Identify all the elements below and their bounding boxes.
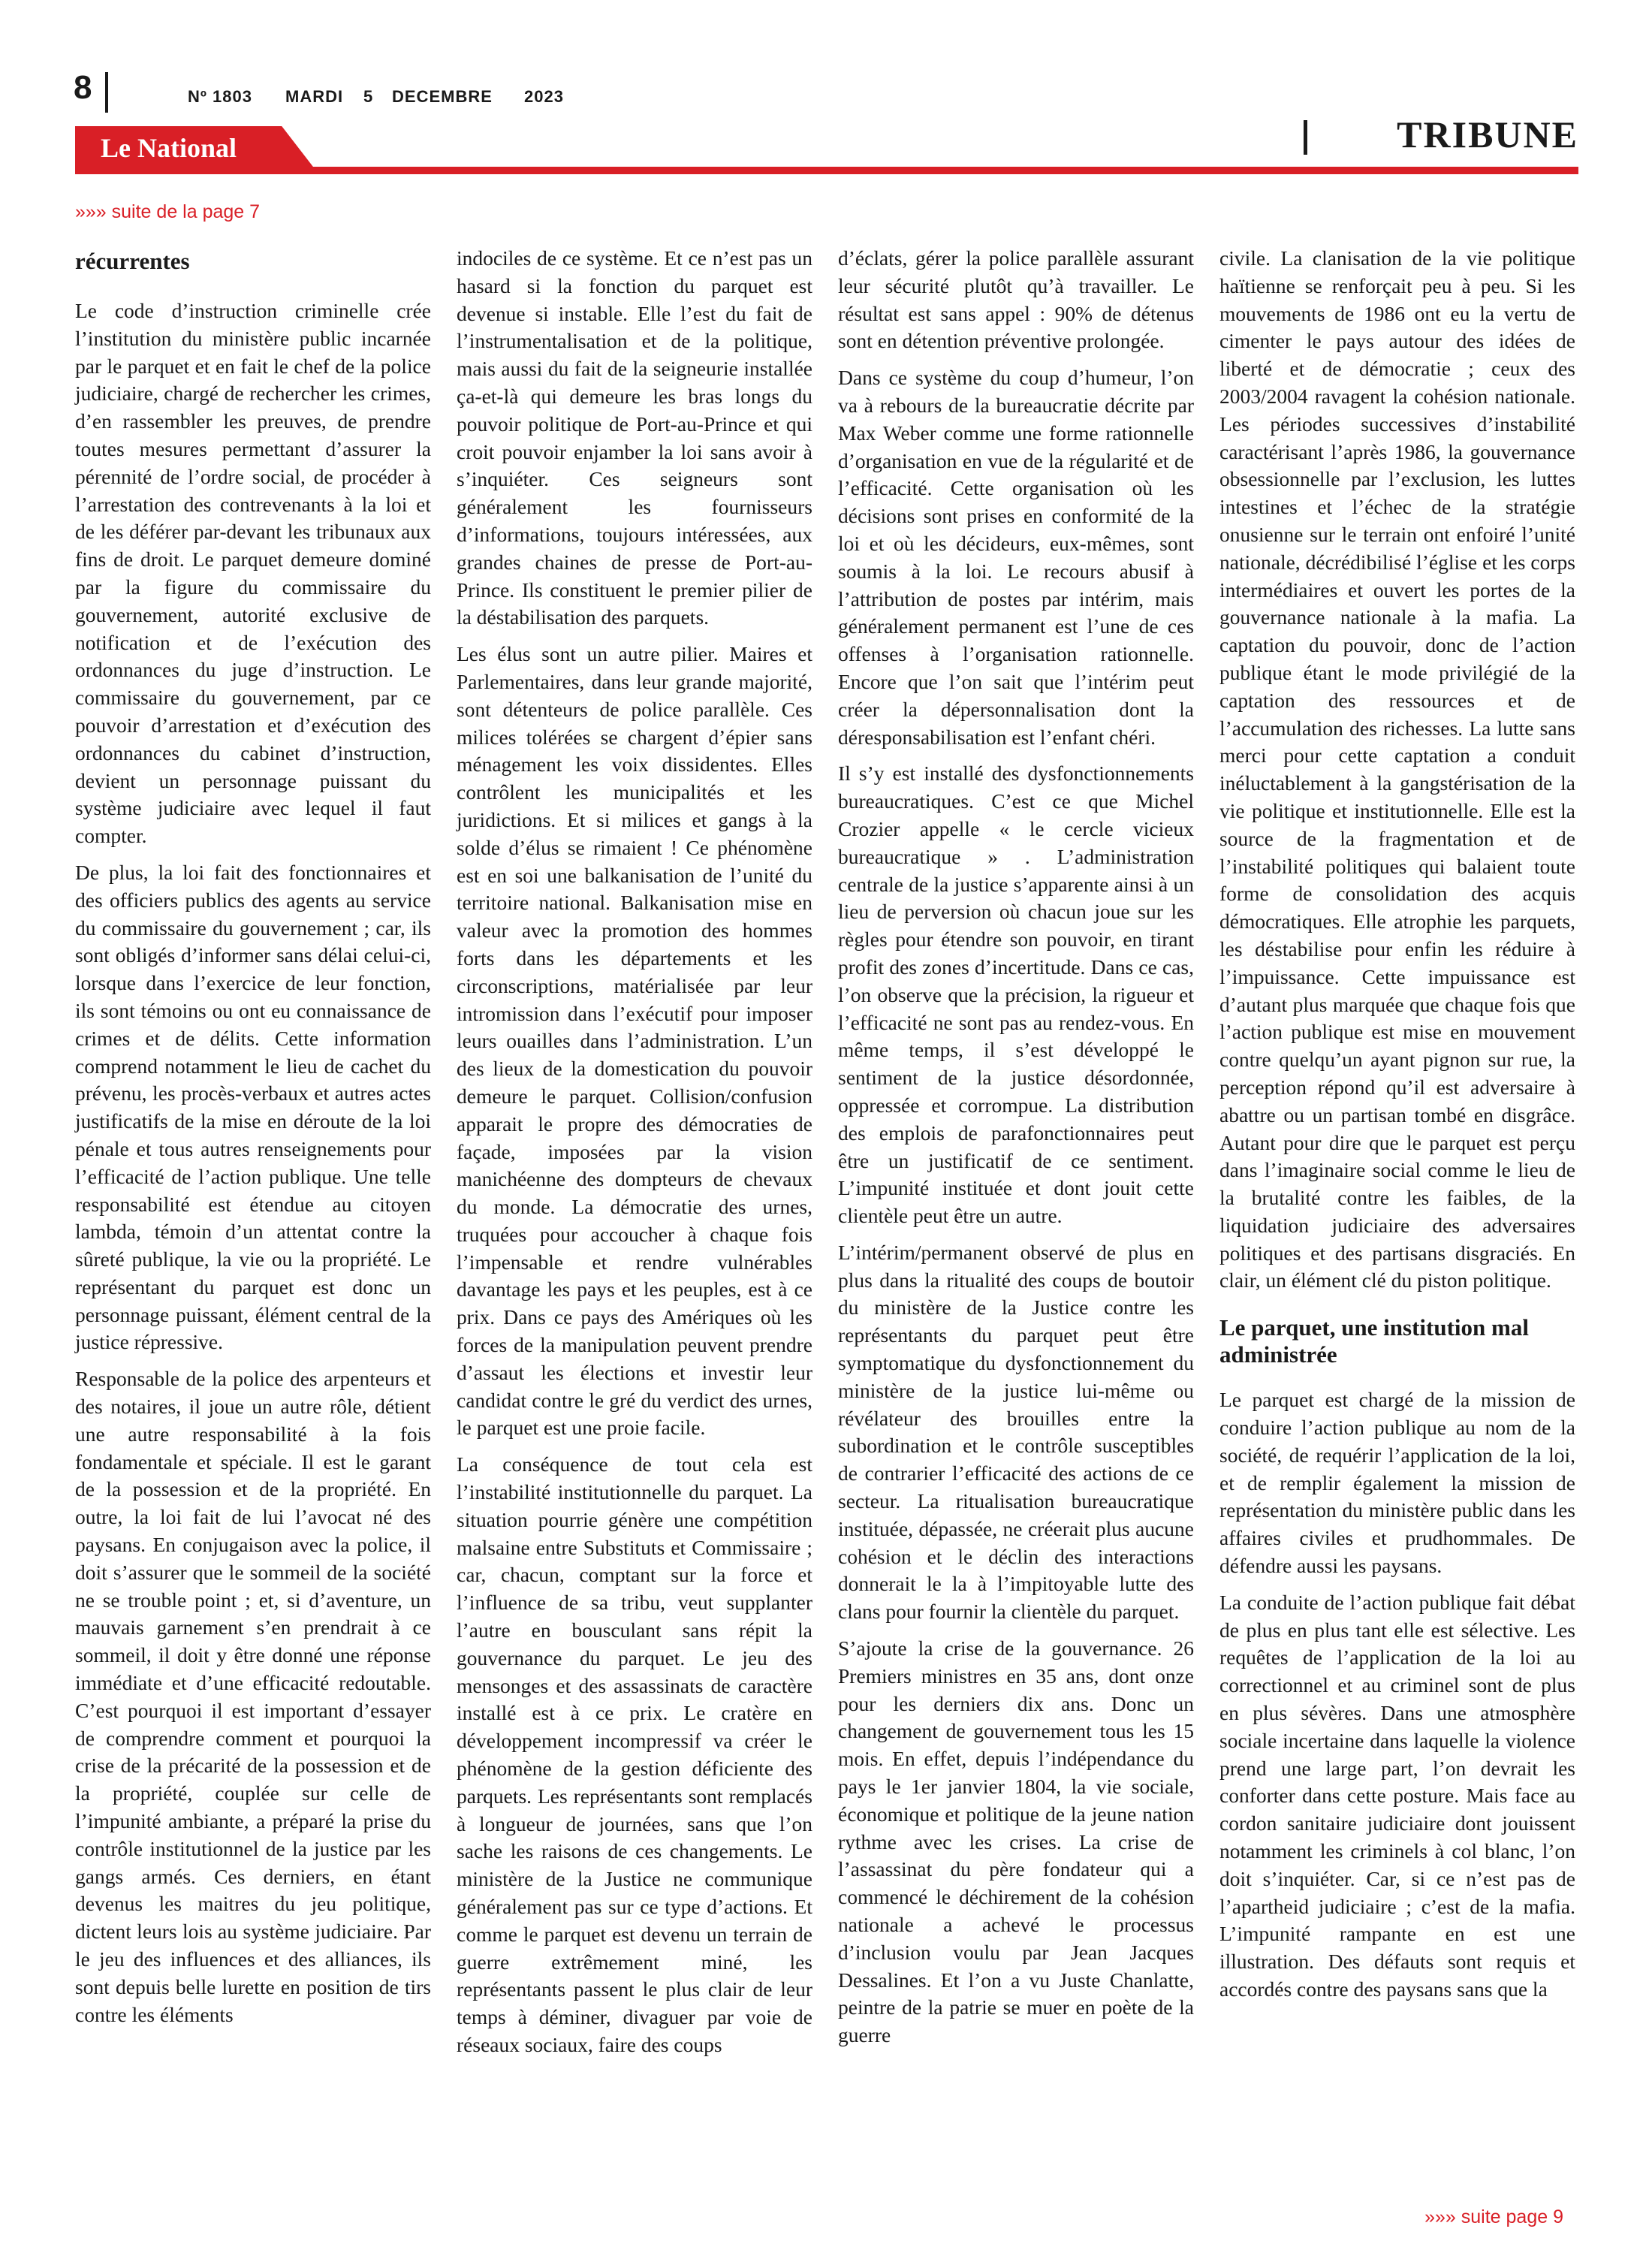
subheading: Le parquet, une institution mal administrée — [1219, 1314, 1529, 1368]
page-number-divider — [105, 72, 108, 113]
paragraph: De plus, la loi fait des fonctionnaires et des officiers publics des agents au service du commissaire du gouvernement ; car, ils sont obligés d’informer sans délai celui-ci, lorsque dans l’exercice de leur fonction, ils sont témoins ou ont eu connaissance de crimes et de délits. Cette information comprend notamment le lieu de cachet du prévenu, les procès-verbaux et autres actes justificatifs de la mise en déroute de la loi pénale et tous autres renseignements pour l’efficacité de l’action publique. Une telle responsabilité est étendue au citoyen lambda, témoin d’un attentat contre la sûreté publique, la vie ou la propriété. Le représentant du parquet est donc un personnage puissant, élément central de la justice répressive. — [75, 860, 431, 1354]
section-divider — [1304, 120, 1307, 155]
page-number: 8 — [74, 69, 92, 106]
date-number: 5 — [363, 87, 374, 106]
date-month: DECEMBRE — [392, 87, 493, 106]
paragraph: La conséquence de tout cela est l’instabilité institutionnelle du parquet. La situation pourrie génère une compétition malsaine entre Substituts et Commissaire ; car, chacun, comptant sur la force et l’influence de sa tribu, veut supplanter l’autre en bousculant sans répit la gouvernance du parquet. Le jeu des mensonges et des assassinats de caractère installé est à ce prix. Le cratère en développement incompressif va créer le phénomène de la gestion déficiente des parquets. Les représentants sont remplacés à longueur de journées, sans que l’on sache les raisons de ces changements. Le ministère de la Justice ne communique généralement pas sur ce type d’actions. Et comme le parquet est devenu un terrain de guerre extrêmement miné, les représentants passent le plus clair de leur temps à déminer, divaguer par voie de réseaux sociaux, faire des coups — [457, 1452, 812, 2056]
paragraph: Il s’y est installé des dysfonctionnements bureaucratiques. C’est ce que Michel Crozier appelle « le cercle vicieux bureaucratique » . L’administration centrale de la justice s’apparente ainsi à un lieu de perversion où chacun joue sur les règles pour étendre son pouvoir, en tirant profit des zones d’incertitude. Dans ce cas, l’on observe que la précision, la rigueur et l’efficacité ne sont pas au rendez-vous. En même temps, il s’est développé le sentiment de la justice désordonnée, oppressée et corrompue. La distribution des emplois de parafonctionnaires peut être un justificatif de ce sentiment. L’impunité instituée et dont jouit cette clientèle peut être un autre. — [838, 762, 1194, 1228]
article-column-1 — [75, 248, 431, 2037]
brand-logo: Le National — [101, 133, 237, 163]
paragraph: La conduite de l’action publique fait débat de plus en plus tant elle est sélective. Les requêtes de l’application de la loi au correctionnel et au criminel sont de plus en plus sévères. Dans une atmosphère sociale incertaine dans laquelle la violence prend une large part, l’on devrait les conforter dans cette posture. Mais face au cordon sanitaire judiciaire dont jouissent notamment les criminels à col blanc, l’on doit s’inquiéter. Car, si ce n’est pas de l’apartheid judiciaire ; c’est de la mafia. L’impunité rampante en est une illustration. Des défauts sont requis et accordés contre des paysans sans que la — [1219, 1590, 1575, 2001]
header-rule — [75, 167, 1578, 174]
date-year: 2023 — [524, 87, 564, 106]
paragraph: d’éclats, gérer la police parallèle assurant leur sécurité plutôt qu’à travailler. Le résultat est sans appel : 90% de détenus sont en détention préventive prolongée. — [838, 246, 1194, 353]
continued-to-link[interactable]: »»» suite page 9 — [1424, 2206, 1563, 2227]
paragraph: L’intérim/permanent observé de plus en plus dans la ritualité des coups de boutoir du ministère de la Justice contre les représentants du parquet peut être symptomatique du dysfonctionnement du ministère de la justice lui-même ou révélateur des brouilles entre la subordination et le contrôle susceptibles de contrarier l’efficacité des actions de ce secteur. La ritualisation bureaucratique instituée, dépassée, ne créerait plus aucune cohésion et le déclin des interactions donnerait le la à l’impitoyable lutte des clans pour fournir la clientèle du parquet. — [838, 1240, 1194, 1624]
article-column-2 — [457, 245, 812, 2068]
paragraph: Responsable de la police des arpenteurs et des notaires, il joue un autre rôle, détient une autre responsabilité à la fois fondamentale et spéciale. Il est le garant de la possession et de la propriété. En outre, la loi fait de lui l’avocat né des paysans. En conjugaison avec la police, il doit s’assurer que le sommeil de la société ne se trouble point ; et, si d’aventure, un mauvais garnement s’en prendrait à ce sommeil, il doit y être donné une réponse immédiate et d’une efficacité redoutable. C’est pourquoi il est important d’essayer de comprendre comment et pourquoi la crise de la précarité de la possession et de la propriété, couplée sur celle de l’impunité ambiante, a préparé la prise du contrôle institutionnel de la justice par les gangs armés. Ces derniers, en étant devenus les maitres du jeu politique, dictent leurs lois au système judiciaire. Par le jeu des influences et des alliances, ils sont depuis belle lurette en position de tirs contre les éléments — [75, 1367, 431, 2026]
paragraph: Les élus sont un autre pilier. Maires et Parlementaires, dans leur grande majorité, sont détenteurs de police parallèle. Ces milices tolérées se chargent d’épier sans ménagement les voix dissidentes. Elles contrôlent les municipalités et les juridictions. Et si milices et gangs à la solde d’élus se rimaient ! Ce phénomène est en soi une balkanisation de l’unité du territoire national. Balkanisation mise en valeur avec la promotion des hommes forts dans les départements et les circonscriptions, matérialisée par leur intromission dans l’exécutif pour imposer leurs ouailles dans l’administration. L’un des lieux de la domestication du pouvoir demeure le parquet. Collision/confusion apparait le propre des démocraties de façade, imposées par la vision manichéenne des dompteurs de chevaux du monde. La démocratie des urnes, truquées pour accoucher à chaque fois l’impensable et rendre vulnérables davantage les pays et les peuples, est à ce prix. Dans ce pays des Amériques où les forces de la manipulation peuvent prendre d’assaut les élections et investir leur candidat contre le gré du verdict des urnes, le parquet est une proie facile. — [457, 642, 812, 1440]
paragraph: Le parquet est chargé de la mission de conduire l’action publique au nom de la société, de requérir l’application de la loi, et de remplir également la mission de représentation du ministère public dans les affaires civiles et prudhommales. De défendre aussi les paysans. — [1219, 1388, 1575, 1578]
column-heading: récurrentes — [75, 248, 190, 274]
section-title: TRIBUNE — [1397, 113, 1578, 155]
paragraph: S’ajoute la crise de la gouvernance. 26 Premiers ministres en 35 ans, dont onze pour les derniers dix ans. Donc un changement de gouvernement tous les 15 mois. En effet, depuis l’indépendance du pays le 1er janvier 1804, la vie sociale, économique et politique de la jeune nation rythme avec les crises. La crise de l’assassinat du père fondateur qui a commencé le déchirement de la cohésion nationale a achevé le processus d’inclusion voulu par Jean Jacques Dessalines. Et l’on a vu Juste Chanlatte, peintre de la patrie se muer en poète de la guerre — [838, 1636, 1194, 2047]
paragraph: civile. La clanisation de la vie politique haïtienne se renforçait peu à peu. Si les mouvements de 1986 ont eu la vertu de cimenter le pays autour des idées de liberté et de démocratie ; ceux des 2003/2004 ravagent la cohésion nationale. Les périodes successives d’instabilité caractérisant l’après 1986, la gouvernance obsessionnelle par l’exclusion, les luttes intestines et l’échec de la stratégie onusienne sur le terrain ont enfoiré l’unité nationale, décrédibilisé l’église et les corps intermédiaires et ouvert les portes de la gouvernance nationale à la mafia. La captation du pouvoir, donc de l’action publique étant le mode privilégié de la captation des ressources et de l’accumulation des richesses. La lutte sans merci pour cette captation a conduit inéluctablement à la gangstérisation de la vie politique et institutionnelle. Elle est la source de la fragmentation et de l’instabilité politiques qui balaient toute forme de consolidation des acquis démocratiques. Elle atrophie les parquets, les déstabilise pour enfin les réduire à l’impuissance. Cette impuissance est d’autant plus marquée que chaque fois que l’action publique est mise en mouvement contre quelqu’un ayant pignon sur rue, la perception répond qu’il est adversaire à abattre ou un partisan tombé en disgrâce. Autant pour dire que le parquet est perçu dans l’imaginaire social comme le lieu de la brutalité contre les faibles, de la liquidation judiciaire des adversaires politiques et des partisans disgraciés. En clair, un élément clé du piston politique. — [1219, 246, 1575, 1292]
paragraph: Le code d’instruction criminelle crée l’institution du ministère public incarnée par le parquet et en fait le chef de la police judiciaire, chargé de rechercher les crimes, d’en rassembler les preuves, de prendre toutes mesures permettant d’assurer la pérennité de l’ordre social, de procéder à l’arrestation des contrevenants à la loi et de les déférer par-devant les tribunaux aux fins de droit. Le parquet demeure dominé par la figure du commissaire du gouvernement, autorité exclusive de notification et de l’exécution des ordonnances du juge d’instruction. Le commissaire du gouvernement, par ce pouvoir d’arrestation et d’exécution des ordonnances du cabinet d’instruction, devient un personnage puissant du système judiciaire avec lequel il faut compter. — [75, 299, 431, 848]
paragraph: Dans ce système du coup d’humeur, l’on va à rebours de la bureaucratie décrite par Max Weber comme une forme rationnelle d’organisation en vue de la régularité et de l’efficacité. Cette organisation où les décisions sont prises en conformité de la loi et où les décideurs, eux-mêmes, sont soumis à la loi. Le recours abusif à l’attribution de postes par intérim, mais généralement permanent est l’une de ces offenses à l’organisation rationnelle. Encore que l’on sait que l’intérim peut créer la dépersonnalisation dont la déresponsabilisation est l’enfant chéri. — [838, 366, 1194, 749]
continued-from-link[interactable]: »»» suite de la page 7 — [75, 201, 261, 222]
paragraph: indociles de ce système. Et ce n’est pas un hasard si la fonction du parquet est devenue si instable. Elle l’est du fait de l’instrumentalisation et de la politique, mais aussi du fait de la seigneurie installée ça-et-là qui demeure les bras longs du pouvoir politique de Port-au-Prince et qui croit pouvoir enjamber la loi sans avoir à s’inquiéter. Ces seigneurs sont généralement les fournisseurs d’informations, toujours intéressées, aux grandes chaines de presse de Port-au-Prince. Ils constituent le premier pilier de la déstabilisation des parquets. — [457, 246, 812, 629]
issue-number: Nº 1803 — [188, 87, 252, 106]
article-column-3 — [838, 245, 1194, 2058]
date-day: MARDI — [285, 87, 344, 106]
article-column-4 — [1219, 245, 1575, 2013]
